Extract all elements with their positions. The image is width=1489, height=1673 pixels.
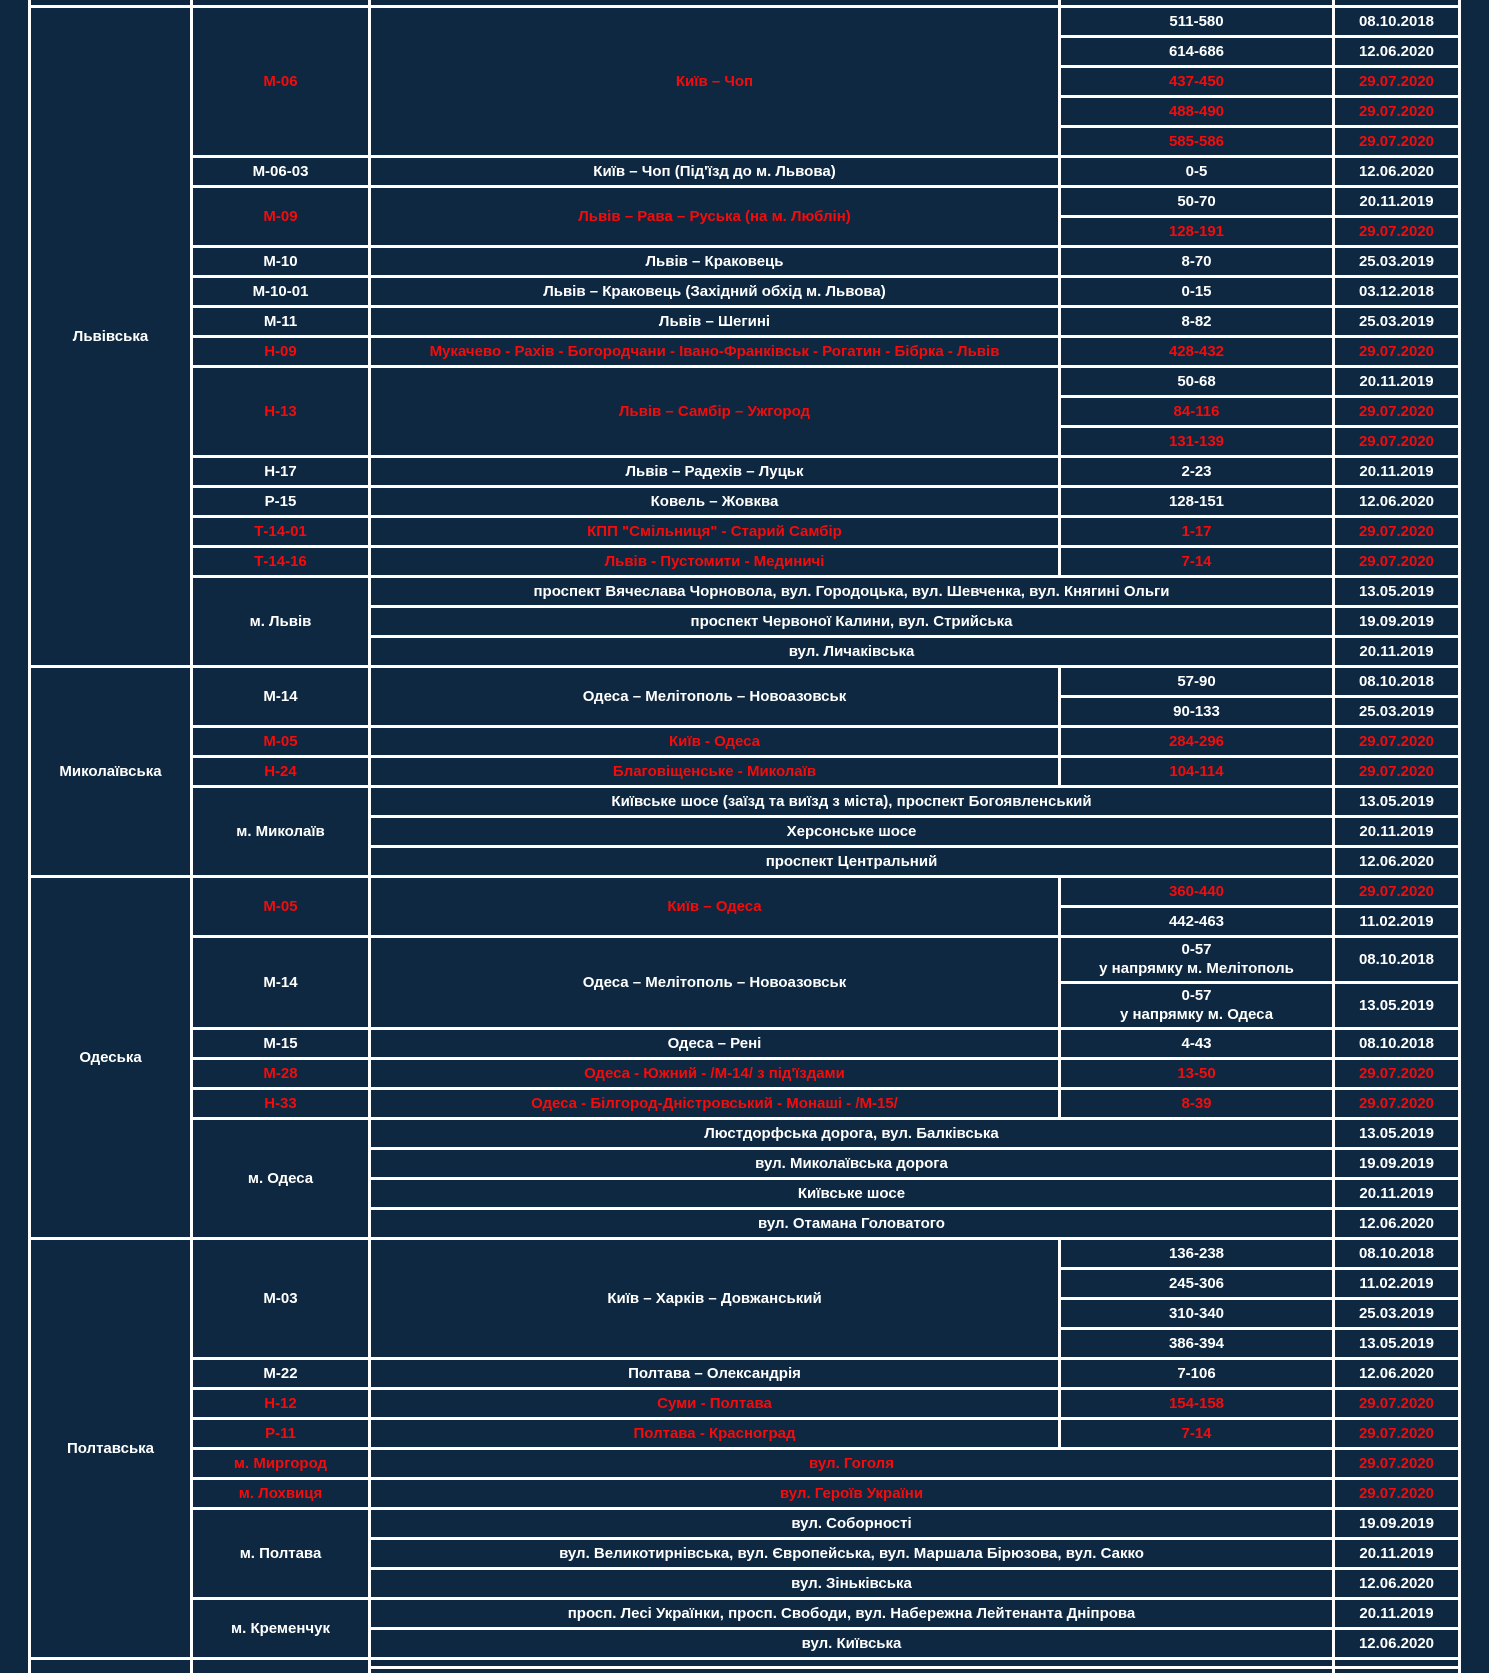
road-code-cell: Р-15: [192, 486, 370, 516]
km-range-cell: [1060, 666, 1334, 696]
km-range-value: 90-133: [1173, 702, 1220, 720]
km-range-value: 437-450: [1168, 72, 1225, 90]
road-code-cell: М-06-03: [192, 156, 370, 186]
km-range-cell: [1060, 426, 1334, 456]
stub-date-cell: [1334, 1658, 1460, 1667]
road-name-cell: Полтава - Красноград: [370, 1418, 1060, 1448]
km-range-value: 1-17: [1181, 522, 1212, 540]
road-code-cell: Н-13: [192, 366, 370, 456]
km-range-value: 488-490: [1168, 102, 1225, 120]
table-row: [30, 756, 1460, 786]
km-range-value: 386-394: [1168, 1334, 1225, 1352]
date-cell: 12.06.2020: [1334, 486, 1460, 516]
km-range-cell: [1060, 336, 1334, 366]
km-range-cell: [1060, 1358, 1334, 1388]
km-range-cell: [1060, 66, 1334, 96]
km-range-value: 136-238: [1168, 1244, 1225, 1262]
date-cell: 20.11.2019: [1334, 456, 1460, 486]
km-range-value: 104-114: [1169, 762, 1224, 780]
road-name-cell: Львів – Краковець (Західний обхід м. Львова): [370, 276, 1060, 306]
km-range-cell: [1060, 276, 1334, 306]
road-name-cell: Львів - Пустомити - Мединичі: [370, 546, 1060, 576]
date-cell: 03.12.2018: [1334, 276, 1460, 306]
date-cell: 13.05.2019: [1334, 576, 1460, 606]
km-range-value: 585-586: [1168, 132, 1225, 150]
km-range-cell: [1060, 366, 1334, 396]
stub-date-cell: [1334, 1667, 1460, 1673]
street-cell: Київське шосе (заїзд та виїзд з міста), проспект Богоявленський: [370, 786, 1334, 816]
km-range-cell: [1060, 876, 1334, 906]
street-cell: вул. Личаківська: [370, 636, 1334, 666]
km-range-value: 0-15: [1181, 282, 1212, 300]
city-cell: м. Львів: [192, 576, 370, 666]
km-range-cell: [1060, 1418, 1334, 1448]
table-row: [30, 1088, 1460, 1118]
road-name-cell: Київ – Чоп (Під'їзд до м. Львова): [370, 156, 1060, 186]
road-code-cell: М-03: [192, 1238, 370, 1358]
km-range-cell: [1060, 1298, 1334, 1328]
table-row: [30, 516, 1460, 546]
date-cell: 12.06.2020: [1334, 36, 1460, 66]
stub-street-cell: [370, 1658, 1334, 1667]
km-range-value: 284-296: [1168, 732, 1225, 750]
km-range-value: 57-90: [1177, 672, 1216, 690]
km-range-cell: [1060, 36, 1334, 66]
city-cell: м. Миргород: [192, 1448, 370, 1478]
km-range-cell: [1060, 1028, 1334, 1058]
road-name-cell: Ковель – Жовква: [370, 486, 1060, 516]
table-row: [30, 1118, 1460, 1148]
road-code-cell: М-09: [192, 186, 370, 246]
date-cell: 29.07.2020: [1334, 66, 1460, 96]
date-cell: 19.09.2019: [1334, 1508, 1460, 1538]
road-name-cell: Мукачево - Рахів - Богородчани - Івано-Франківськ - Рогатин - Бібрка - Львів: [370, 336, 1060, 366]
date-cell: 29.07.2020: [1334, 726, 1460, 756]
date-cell: 08.10.2018: [1334, 936, 1460, 982]
street-cell: Люстдорфська дорога, вул. Балківська: [370, 1118, 1334, 1148]
km-range-value: 0-57: [1181, 941, 1212, 958]
km-range-value: 154-158: [1168, 1394, 1225, 1412]
date-cell: 12.06.2020: [1334, 1568, 1460, 1598]
date-cell: 13.05.2019: [1334, 786, 1460, 816]
road-code-cell: М-10-01: [192, 276, 370, 306]
road-name-cell: Одеса – Мелітополь – Новоазовськ: [370, 666, 1060, 726]
road-name-cell: Львів – Краковець: [370, 246, 1060, 276]
date-cell: 29.07.2020: [1334, 126, 1460, 156]
km-range-value: 0-57: [1181, 987, 1212, 1004]
table-row: [30, 336, 1460, 366]
street-cell: вул. Миколаївська дорога: [370, 1148, 1334, 1178]
road-code-cell: М-15: [192, 1028, 370, 1058]
street-cell: вул. Великотирнівська, вул. Європейська, вул. Маршала Бірюзова, вул. Сакко: [370, 1538, 1334, 1568]
road-name-cell: Полтава – Олександрія: [370, 1358, 1060, 1388]
table-row: [30, 1508, 1460, 1538]
km-range-value: 245-306: [1168, 1274, 1225, 1292]
table-row: [30, 786, 1460, 816]
km-range-value: 614-686: [1168, 42, 1225, 60]
km-range-cell: [1060, 396, 1334, 426]
date-cell: 29.07.2020: [1334, 756, 1460, 786]
km-range-cell: [1060, 156, 1334, 186]
road-name-cell: Одеса - Южний - /М-14/ з під'їздами: [370, 1058, 1060, 1088]
km-range-value: 511-580: [1169, 12, 1224, 30]
km-range-value: 50-70: [1177, 192, 1216, 210]
km-range-cell: [1060, 936, 1334, 982]
date-cell: 12.06.2020: [1334, 156, 1460, 186]
date-cell: 25.03.2019: [1334, 696, 1460, 726]
city-cell: м. Миколаїв: [192, 786, 370, 876]
date-cell: 25.03.2019: [1334, 306, 1460, 336]
date-cell: 20.11.2019: [1334, 186, 1460, 216]
road-code-cell: М-14: [192, 666, 370, 726]
table-row: [30, 186, 1460, 216]
city-cell: м. Кременчук: [192, 1598, 370, 1658]
km-range-cell: [1060, 126, 1334, 156]
km-range-value: 131-139: [1168, 432, 1225, 450]
table-row: [30, 1658, 1460, 1667]
km-range-value: 8-70: [1181, 252, 1212, 270]
km-range-value: 8-39: [1181, 1094, 1212, 1112]
road-name-cell: Львів – Самбір – Ужгород: [370, 366, 1060, 456]
date-cell: 29.07.2020: [1334, 396, 1460, 426]
street-cell: проспект Червоної Калини, вул. Стрийська: [370, 606, 1334, 636]
date-cell: 08.10.2018: [1334, 666, 1460, 696]
region-cell: Одеська: [30, 876, 192, 1238]
km-range-cell: [1060, 306, 1334, 336]
date-cell: 19.09.2019: [1334, 606, 1460, 636]
road-name-cell: Київ – Одеса: [370, 876, 1060, 936]
table-row: [30, 726, 1460, 756]
km-range-value: 8-82: [1181, 312, 1212, 330]
table-row: [30, 6, 1460, 36]
date-cell: 29.07.2020: [1334, 336, 1460, 366]
region-cell: Миколаївська: [30, 666, 192, 876]
km-range-value: 310-340: [1168, 1304, 1225, 1322]
road-name-cell: Львів – Рава – Руська (на м. Люблін): [370, 186, 1060, 246]
table-row: [30, 156, 1460, 186]
table-row: [30, 1358, 1460, 1388]
table-row: [30, 276, 1460, 306]
city-cell: м. Лохвиця: [192, 1478, 370, 1508]
date-cell: 20.11.2019: [1334, 1538, 1460, 1568]
table-row: [30, 666, 1460, 696]
road-code-cell: М-10: [192, 246, 370, 276]
date-cell: 11.02.2019: [1334, 1268, 1460, 1298]
road-code-cell: Н-12: [192, 1388, 370, 1418]
road-name-cell: Благовіщенське - Миколаїв: [370, 756, 1060, 786]
km-range-value: 360-440: [1168, 882, 1225, 900]
date-cell: 29.07.2020: [1334, 1418, 1460, 1448]
table-row: [30, 366, 1460, 396]
km-range-value: 128-191: [1168, 222, 1225, 240]
km-range-cell: [1060, 516, 1334, 546]
km-range-cell: [1060, 982, 1334, 1028]
road-name-cell: Суми - Полтава: [370, 1388, 1060, 1418]
road-name-cell: Одеса - Білгород-Дністровський - Монаші - /М-15/: [370, 1088, 1060, 1118]
km-range-cell: [1060, 756, 1334, 786]
date-cell: 29.07.2020: [1334, 546, 1460, 576]
street-cell: вул. Київська: [370, 1628, 1334, 1658]
date-cell: 25.03.2019: [1334, 1298, 1460, 1328]
street-cell: вул. Отамана Головатого: [370, 1208, 1334, 1238]
table-row: [30, 1448, 1460, 1478]
table-row: [30, 1238, 1460, 1268]
street-cell: проспект Вячеслава Чорновола, вул. Городоцька, вул. Шевченка, вул. Княгині Ольги: [370, 576, 1334, 606]
date-cell: 20.11.2019: [1334, 366, 1460, 396]
road-repairs-table: [28, 0, 1461, 1673]
road-name-cell: КПП "Смільниця" - Старий Самбір: [370, 516, 1060, 546]
street-cell: вул. Героїв України: [370, 1478, 1334, 1508]
km-range-value: 50-68: [1177, 372, 1216, 390]
date-cell: 20.11.2019: [1334, 636, 1460, 666]
street-cell: вул. Соборності: [370, 1508, 1334, 1538]
km-range-cell: [1060, 246, 1334, 276]
road-code-cell: Т-14-16: [192, 546, 370, 576]
date-cell: 20.11.2019: [1334, 816, 1460, 846]
table-row: [30, 1418, 1460, 1448]
road-name-cell: Київ – Чоп: [370, 6, 1060, 156]
date-cell: 29.07.2020: [1334, 96, 1460, 126]
table-row: [30, 486, 1460, 516]
stub-street-cell: [370, 1667, 1334, 1673]
km-range-value: 4-43: [1181, 1034, 1212, 1052]
street-cell: Київське шосе: [370, 1178, 1334, 1208]
region-cell: Полтавська: [30, 1238, 192, 1658]
road-name-cell: Київ – Харків – Довжанський: [370, 1238, 1060, 1358]
date-cell: 13.05.2019: [1334, 982, 1460, 1028]
km-range-value: 0-5: [1185, 162, 1208, 180]
road-code-cell: Н-17: [192, 456, 370, 486]
km-range-value: 442-463: [1168, 912, 1225, 930]
date-cell: 12.06.2020: [1334, 1358, 1460, 1388]
date-cell: 29.07.2020: [1334, 426, 1460, 456]
km-range-cell: [1060, 696, 1334, 726]
date-cell: 12.06.2020: [1334, 846, 1460, 876]
km-range-value: 428-432: [1168, 342, 1225, 360]
road-code-cell: М-06: [192, 6, 370, 156]
road-name-cell: Львів – Шегині: [370, 306, 1060, 336]
km-range-cell: [1060, 1268, 1334, 1298]
date-cell: 08.10.2018: [1334, 1238, 1460, 1268]
date-cell: 20.11.2019: [1334, 1598, 1460, 1628]
date-cell: 12.06.2020: [1334, 1628, 1460, 1658]
street-cell: вул. Гоголя: [370, 1448, 1334, 1478]
km-range-cell: [1060, 1328, 1334, 1358]
table-row: [30, 246, 1460, 276]
km-range-cell: [1060, 216, 1334, 246]
table-row: [30, 456, 1460, 486]
road-code-cell: Н-09: [192, 336, 370, 366]
date-cell: 29.07.2020: [1334, 1058, 1460, 1088]
km-range-value: 13-50: [1177, 1064, 1216, 1082]
date-cell: 29.07.2020: [1334, 1478, 1460, 1508]
road-code-cell: М-05: [192, 876, 370, 936]
km-range-cell: [1060, 1088, 1334, 1118]
road-name-cell: Одеса – Мелітополь – Новоазовськ: [370, 936, 1060, 1028]
date-cell: 29.07.2020: [1334, 1388, 1460, 1418]
date-cell: 13.05.2019: [1334, 1328, 1460, 1358]
km-range-cell: [1060, 486, 1334, 516]
km-range-value: 84-116: [1173, 402, 1220, 420]
road-code-cell: Т-14-01: [192, 516, 370, 546]
table-row: [30, 1058, 1460, 1088]
road-code-cell: Н-24: [192, 756, 370, 786]
km-range-value: 7-14: [1181, 552, 1212, 570]
street-cell: просп. Лесі Українки, просп. Свободи, вул. Набережна Лейтенанта Дніпрова: [370, 1598, 1334, 1628]
km-range-value: 7-14: [1181, 1424, 1212, 1442]
street-cell: вул. Зіньківська: [370, 1568, 1334, 1598]
road-code-cell: М-22: [192, 1358, 370, 1388]
km-range-value: 7-106: [1177, 1364, 1216, 1382]
road-name-cell: Київ - Одеса: [370, 726, 1060, 756]
table-row: [30, 1598, 1460, 1628]
date-cell: 29.07.2020: [1334, 516, 1460, 546]
date-cell: 29.07.2020: [1334, 1088, 1460, 1118]
km-range-value: 2-23: [1181, 462, 1212, 480]
date-cell: 25.03.2019: [1334, 246, 1460, 276]
table-row: [30, 876, 1460, 906]
km-range-cell: [1060, 96, 1334, 126]
km-range-cell: [1060, 546, 1334, 576]
road-code-cell: Р-11: [192, 1418, 370, 1448]
city-cell: м. Полтава: [192, 1508, 370, 1598]
date-cell: 11.02.2019: [1334, 906, 1460, 936]
date-cell: 08.10.2018: [1334, 1028, 1460, 1058]
stub-region-cell: [30, 1658, 192, 1673]
km-range-cell: [1060, 1238, 1334, 1268]
road-code-cell: М-28: [192, 1058, 370, 1088]
table-row: [30, 1388, 1460, 1418]
table-row: [30, 306, 1460, 336]
date-cell: 29.07.2020: [1334, 876, 1460, 906]
table-row: [30, 576, 1460, 606]
km-range-direction-note: у напрямку м. Мелітополь: [1099, 960, 1294, 977]
stub-city-cell: [192, 1658, 370, 1673]
date-cell: 12.06.2020: [1334, 1208, 1460, 1238]
road-name-cell: Одеса – Рені: [370, 1028, 1060, 1058]
date-cell: 29.07.2020: [1334, 1448, 1460, 1478]
road-code-cell: М-14: [192, 936, 370, 1028]
table-row: [30, 936, 1460, 982]
km-range-value: 128-151: [1168, 492, 1225, 510]
roads-table-body: [30, 0, 1460, 1673]
km-range-cell: [1060, 1388, 1334, 1418]
region-cell: Львівська: [30, 6, 192, 666]
table-row: [30, 1478, 1460, 1508]
city-cell: м. Одеса: [192, 1118, 370, 1238]
date-cell: 19.09.2019: [1334, 1148, 1460, 1178]
street-cell: Херсонське шосе: [370, 816, 1334, 846]
date-cell: 13.05.2019: [1334, 1118, 1460, 1148]
date-cell: 20.11.2019: [1334, 1178, 1460, 1208]
km-range-cell: [1060, 186, 1334, 216]
road-code-cell: М-11: [192, 306, 370, 336]
date-cell: 29.07.2020: [1334, 216, 1460, 246]
road-code-cell: Н-33: [192, 1088, 370, 1118]
km-range-cell: [1060, 1058, 1334, 1088]
date-cell: 08.10.2018: [1334, 6, 1460, 36]
km-range-cell: [1060, 6, 1334, 36]
km-range-cell: [1060, 726, 1334, 756]
road-code-cell: М-05: [192, 726, 370, 756]
table-row: [30, 1028, 1460, 1058]
km-range-cell: [1060, 456, 1334, 486]
table-row: [30, 546, 1460, 576]
km-range-cell: [1060, 906, 1334, 936]
street-cell: проспект Центральний: [370, 846, 1334, 876]
km-range-direction-note: у напрямку м. Одеса: [1119, 1006, 1274, 1023]
road-name-cell: Львів – Радехів – Луцьк: [370, 456, 1060, 486]
